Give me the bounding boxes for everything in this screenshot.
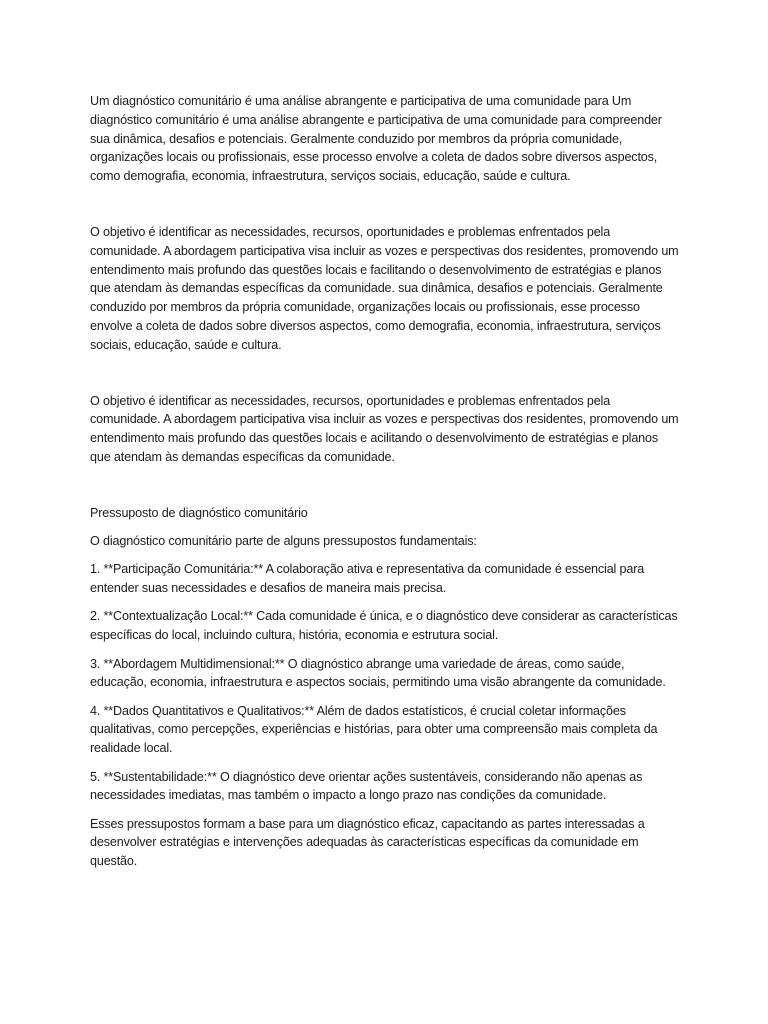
- list-item-dados: 4. **Dados Quantitativos e Qualitativos:** Além de dados estatísticos, é crucial coletar informações qualitativas, como percepções, experiências e histórias, para obter uma compreensão mais completa da realidade local.: [90, 703, 658, 756]
- section-heading: Pressuposto de diagnóstico comunitário: [90, 505, 308, 520]
- paragraph-objective: O objetivo é identificar as necessidades, recursos, oportunidades e problemas enfrentados pela comunidade. A abordagem participativa visa incluir as vozes e perspectivas dos residentes, promovendo um entendimento mais profundo das questões locais e acilitando o desenvolvimento de estratégias e planos que atendam às demandas específicas da comunidade.: [90, 393, 679, 464]
- conclusion-paragraph: Esses pressupostos formam a base para um diagnóstico eficaz, capacitando as partes interessadas a desenvolver estratégias e intervenções adequadas às características específicas da comunidade em questão.: [90, 816, 645, 869]
- list-item-contextualizacao: 2. **Contextualização Local:** Cada comunidade é única, e o diagnóstico deve considerar as características específicas do local, incluindo cultura, história, economia e estrutura social.: [90, 609, 678, 643]
- section-intro: O diagnóstico comunitário parte de alguns pressupostos fundamentais:: [90, 534, 477, 549]
- document-body: [90, 92, 680, 871]
- list-item-participacao: 1. **Participação Comunitária:** A colaboração ativa e representativa da comunidade é essencial para entender suas necessidades e desafios de maneira mais precisa.: [90, 562, 645, 596]
- list-item-multidimensional: 3. **Abordagem Multidimensional:** O diagnóstico abrange uma variedade de áreas, como saúde, educação, economia, infraestrutura e aspectos sociais, permitindo uma visão abrangente da comunidade.: [90, 656, 666, 690]
- paragraph-definition: Um diagnóstico comunitário é uma análise abrangente e participativa de uma comunidade para Um diagnóstico comunitário é uma análise abrangente e participativa de uma comunidade para compreender sua dinâmica, desafios e potenciais. Geralmente conduzido por membros da própria comunidade, organizações locais ou profissionais, esse processo envolve a coleta de dados sobre diversos aspectos, como demografia, economia, infraestrutura, serviços sociais, educação, saúde e cultura.: [90, 94, 662, 184]
- paragraph-objective-extended: O objetivo é identificar as necessidades, recursos, oportunidades e problemas enfrentados pela comunidade. A abordagem participativa visa incluir as vozes e perspectivas dos residentes, promovendo um entendimento mais profundo das questões locais e facilitando o desenvolvimento de estratégias e planos que atendam às demandas específicas da comunidade. sua dinâmica, desafios e potenciais. Geralmente conduzido por membros da própria comunidade, organizações locais ou profissionais, esse processo envolve a coleta de dados sobre diversos aspectos, como demografia, economia, infraestrutura, serviços sociais, educação, saúde e cultura.: [90, 224, 679, 352]
- list-item-sustentabilidade: 5. **Sustentabilidade:** O diagnóstico deve orientar ações sustentáveis, considerando não apenas as necessidades imediatas, mas também o impacto a longo prazo nas condições da comunidade.: [90, 769, 643, 803]
